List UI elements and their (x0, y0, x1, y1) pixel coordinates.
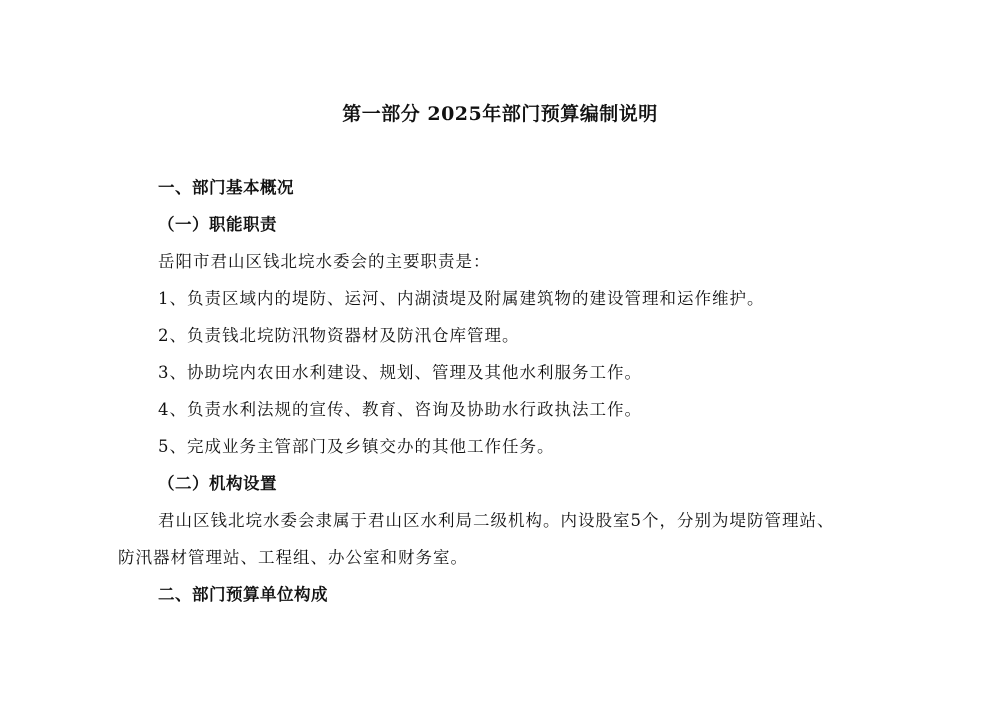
section-heading-budget-units: 二、部门预算单位构成 (158, 585, 328, 604)
subsection-heading-duties: （一）职能职责 (158, 215, 277, 234)
organization-paragraph-line1: 君山区钱北垸水委会隶属于君山区水利局二级机构。内设股室5个，分别为堤防管理站、 (158, 511, 835, 530)
duty-item: 1、负责区域内的堤防、运河、内湖渍堤及附属建筑物的建设管理和运作维护。 (158, 289, 765, 308)
section-heading-basic-overview: 一、部门基本概况 (158, 178, 294, 197)
duties-intro-text: 岳阳市君山区钱北垸水委会的主要职责是： (158, 252, 491, 271)
document-title: 第一部分 2025年部门预算编制说明 (342, 103, 658, 125)
duty-item: 5、完成业务主管部门及乡镇交办的其他工作任务。 (158, 437, 555, 456)
duty-item: 4、负责水利法规的宣传、教育、咨询及协助水行政执法工作。 (158, 400, 642, 419)
subsection-heading-organization: （二）机构设置 (158, 474, 277, 493)
duty-item: 2、负责钱北垸防汛物资器材及防汛仓库管理。 (158, 326, 520, 345)
organization-paragraph-line2: 防汛器材管理站、工程组、办公室和财务室。 (118, 548, 468, 567)
duty-item: 3、协助垸内农田水利建设、规划、管理及其他水利服务工作。 (158, 363, 642, 382)
